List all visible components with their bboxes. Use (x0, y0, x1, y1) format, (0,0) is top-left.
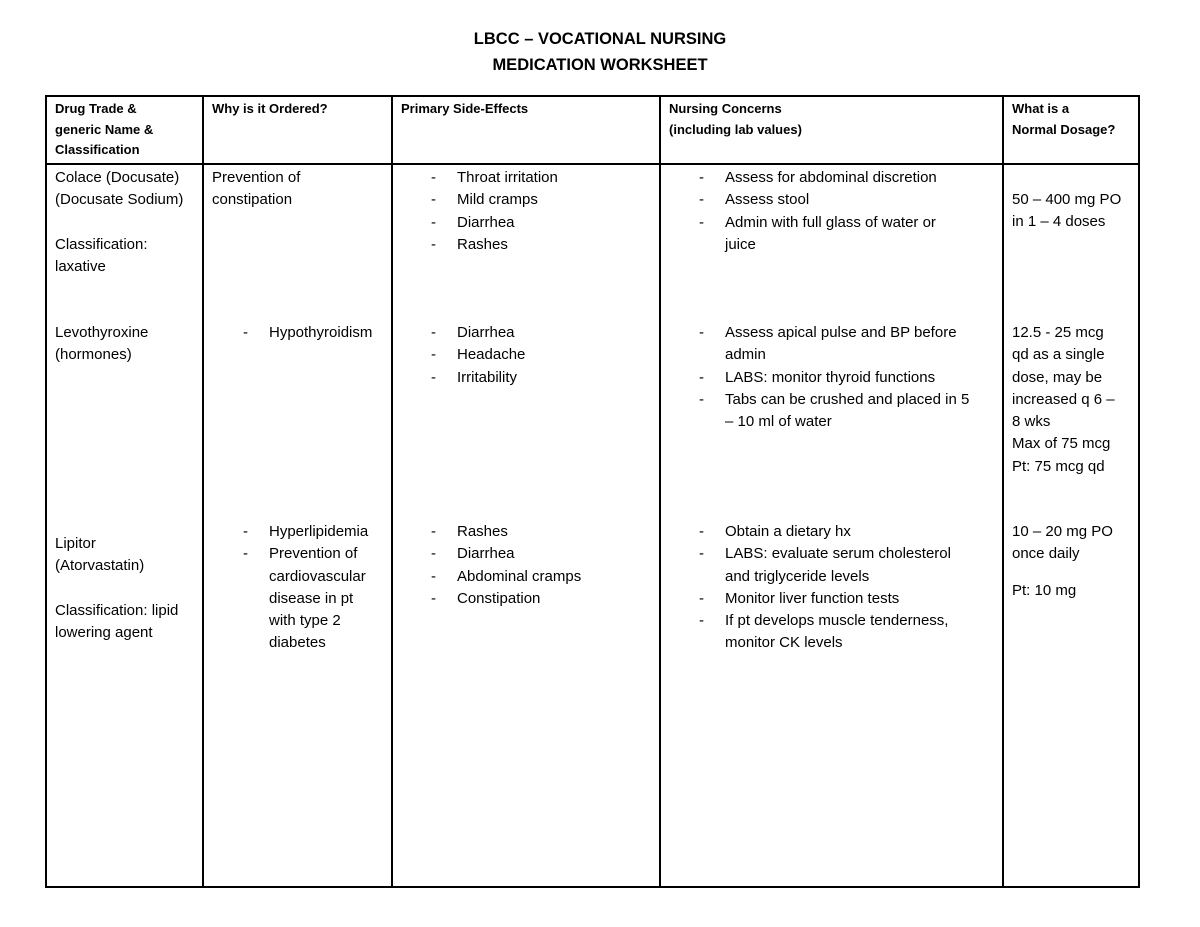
list-item: - Abdominal cramps (431, 567, 582, 585)
dosage-lipitor: 10 – 20 mg PO once daily Pt: 10 mg (1012, 523, 1113, 599)
list-item: - Tabs can be crushed and placed in 5 – 10 ml of water (699, 390, 970, 431)
list-item: - Monitor liver function tests (699, 589, 900, 607)
drug-entry-colace: Colace (Docusate) (Docusate Sodium) Classification: laxative (55, 169, 184, 275)
list-item: - Assess for abdominal discretion (699, 169, 937, 186)
list-item: - Obtain a dietary hx (699, 523, 851, 540)
header-normal-dosage: What is a Normal Dosage? (1003, 96, 1139, 164)
list-item: - Rashes (431, 523, 508, 540)
table-header-row (46, 96, 1139, 164)
title-line-2: MEDICATION WORKSHEET (492, 56, 708, 74)
list-item: - Rashes (431, 235, 508, 253)
side-effects-colace (401, 167, 651, 256)
nursing-colace (669, 167, 994, 256)
nursing-lipitor (669, 521, 994, 655)
list-item: - Prevention of cardiovascular disease in pt with type 2 diabetes (243, 545, 366, 652)
list-item: - Admin with full glass of water or juice (699, 213, 936, 253)
list-item: - Assess apical pulse and BP before admin (699, 324, 957, 364)
list-item: - Diarrhea (431, 545, 515, 563)
list-item: - Constipation (431, 589, 541, 607)
header-side-effects: Primary Side-Effects (392, 96, 660, 164)
list-item: - LABS: evaluate serum cholesterol and triglyceride levels (699, 545, 951, 585)
worksheet-title (0, 26, 1200, 78)
drug-name-cell (46, 164, 203, 887)
list-item: - Mild cramps (431, 191, 538, 209)
why-entry-levothyroxine (212, 322, 383, 344)
dosage-levothyroxine: 12.5 - 25 mcg qd as a single dose, may be increased q 6 – 8 wks Max of 75 mcg Pt: 75 mcg qd (1012, 324, 1115, 475)
why-ordered-cell (203, 164, 392, 887)
nursing-levothyroxine (669, 322, 994, 433)
table-body-row (46, 164, 1139, 887)
list-item: - Headache (431, 346, 526, 364)
why-entry-colace: Prevention of constipation (212, 169, 301, 209)
list-item: - Irritability (431, 368, 518, 386)
list-item: - If pt develops muscle tenderness, monitor CK levels (699, 612, 949, 652)
side-effects-levothyroxine (401, 322, 651, 389)
list-item: - LABS: monitor thyroid functions (699, 368, 936, 386)
header-why-ordered: Why is it Ordered? (203, 96, 392, 164)
side-effects-cell (392, 164, 660, 887)
list-item: - Hyperlipidemia (243, 523, 369, 540)
list-item: - Assess stool (699, 191, 810, 209)
medication-table (45, 95, 1140, 888)
why-entry-lipitor (212, 521, 383, 655)
title-line-1: LBCC – VOCATIONAL NURSING (473, 30, 727, 48)
list-item: - Diarrhea (431, 213, 515, 231)
side-effects-lipitor (401, 521, 651, 610)
list-item: - Hypothyroidism (243, 324, 373, 341)
dosage-cell (1003, 164, 1139, 887)
drug-entry-levothyroxine: Levothyroxine (hormones) (55, 324, 149, 364)
list-item: - Diarrhea (431, 324, 515, 341)
header-nursing-concerns: Nursing Concerns (including lab values) (660, 96, 1003, 164)
list-item: - Throat irritation (431, 169, 558, 186)
dosage-colace: 50 – 400 mg PO in 1 – 4 doses (1012, 191, 1122, 231)
drug-entry-lipitor: Lipitor (Atorvastatin) Classification: lipid lowering agent (55, 535, 179, 641)
nursing-concerns-cell (660, 164, 1003, 887)
header-drug-name: Drug Trade & generic Name & Classification (46, 96, 203, 164)
